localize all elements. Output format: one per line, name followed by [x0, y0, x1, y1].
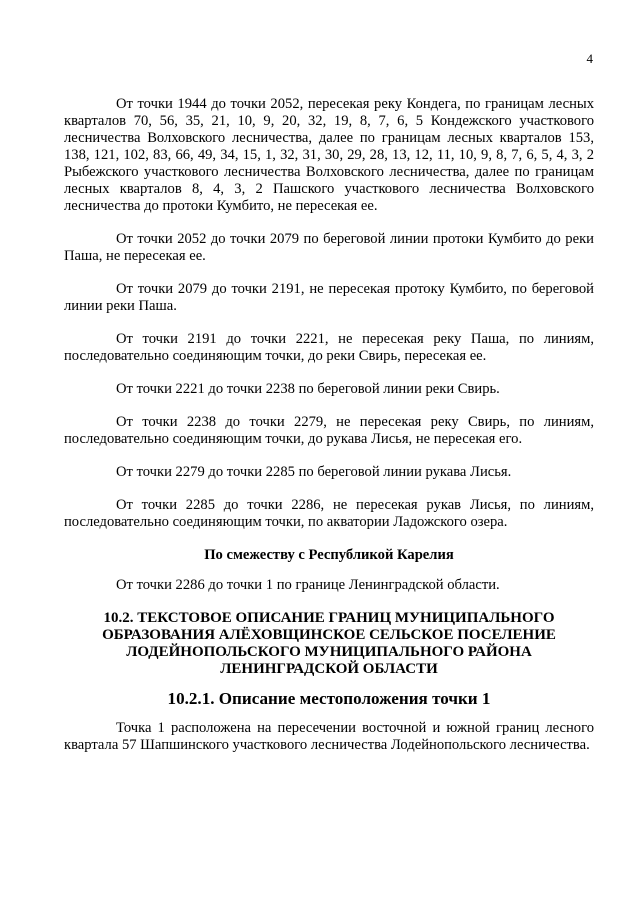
karelia-paragraph: От точки 2286 до точки 1 по границе Ленинградской области. [116, 577, 500, 593]
karelia-section-header: По смежеству с Республикой Карелия [204, 547, 454, 563]
boundary-paragraph: От точки 2052 до точки 2079 по береговой линии протоки Кумбито до реки Паша, не пересекая ее. [64, 231, 594, 264]
boundary-paragraph: От точки 2079 до точки 2191, не пересекая протоку Кумбито, по береговой линии реки Паша. [64, 281, 594, 314]
subsection-title: 10.2.1. Описание местоположения точки 1 [167, 689, 491, 708]
boundary-paragraph: От точки 2221 до точки 2238 по береговой линии реки Свирь. [116, 381, 500, 397]
boundary-paragraph: От точки 2279 до точки 2285 по береговой линии рукава Лисья. [116, 464, 512, 480]
boundary-paragraph: От точки 2285 до точки 2286, не пересекая рукав Лисья, по линиям, последовательно соединяющим точки, по акватории Ладожского озера. [64, 497, 594, 530]
point-description-paragraph: Точка 1 расположена на пересечении восточной и южной границ лесного квартала 57 Шапшинского участкового лесничества Лодейнопольского лесничества. [64, 720, 594, 753]
boundary-paragraph: От точки 2238 до точки 2279, не пересекая реку Свирь, по линиям, последовательно соединяющим точки, до рукава Лисья, не пересекая его. [64, 414, 594, 447]
boundary-paragraph: От точки 2191 до точки 2221, не пересекая реку Паша, по линиям, последовательно соединяющим точки, до реки Свирь, пересекая ее. [64, 331, 594, 364]
page-number: 4 [586, 51, 593, 66]
document-body [64, 96, 594, 754]
boundary-paragraph: От точки 1944 до точки 2052, пересекая реку Кондега, по границам лесных кварталов 70, 56, 35, 21, 10, 9, 20, 32, 19, 8, 7, 6, 5 Кондежского участкового лесничества Волховского лесничества, далее по границам лесных кварталов 153, 138, 121, 102, 83, 66, 49, 34, 15, 1, 32, 31, 30, 29, 28, 13, 12, 11, 10, 9, 8, 7, 6, 5, 4, 3, 2 Рыбежского участкового лесничества Волховского лесничества, далее по границам лесных кварталов 8, 4, 3, 2 Пашского участкового лесничества Волховского лесничества до протоки Кумбито, не пересекая ее. [64, 96, 594, 214]
section-title: 10.2. ТЕКСТОВОЕ ОПИСАНИЕ ГРАНИЦ МУНИЦИПАЛЬНОГО ОБРАЗОВАНИЯ АЛЁХОВЩИНСКОЕ СЕЛЬСКОЕ ПОСЕЛЕНИЕ ЛОДЕЙНОПОЛЬСКОГО МУНИЦИПАЛЬНОГО РАЙОНА ЛЕНИНГРАДСКОЙ ОБЛАСТИ [102, 610, 556, 677]
